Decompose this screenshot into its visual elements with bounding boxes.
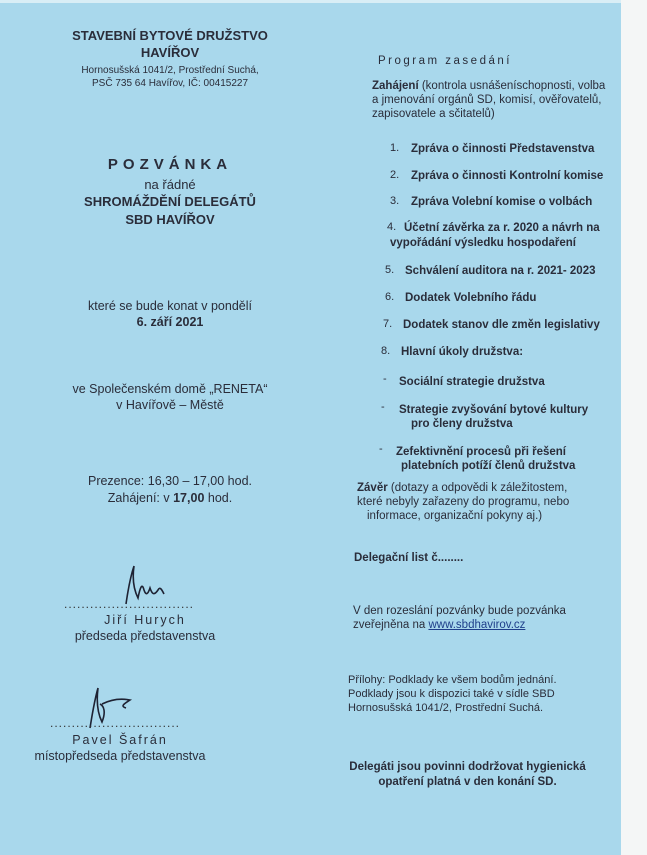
closing-line2: které nebyly zařazeny do programu, nebo — [357, 496, 570, 508]
item-8-text: Hlavní úkoly družstva: — [401, 346, 524, 358]
invitation-title: POZVÁNKA — [107, 156, 233, 173]
item-4-number: 4. — [387, 221, 397, 233]
item-5-number: 5. — [385, 264, 395, 276]
signature-1-block — [40, 612, 250, 644]
subitem-3-text-line2: platebních potíží členů družstva — [401, 460, 576, 472]
signature-1-role: předseda představenstva — [74, 629, 216, 643]
item-6-number: 6. — [385, 291, 395, 303]
date-line1: které se bude konat v pondělí — [87, 299, 252, 313]
signature-1-name: Jiří Hurych — [104, 613, 186, 627]
invitation-title-block — [40, 155, 300, 229]
opening-line1 — [372, 79, 622, 93]
org-header — [40, 28, 300, 90]
subitem-2-text-line1: Strategie zvyšování bytové kultury — [399, 404, 589, 416]
signature-2-dots: .............................. — [50, 716, 181, 730]
signature-1-dots: .............................. — [64, 597, 195, 611]
publish-line2 — [353, 618, 618, 632]
subitem-3-text-line1: Zefektivnění procesů při řešení — [396, 446, 567, 458]
org-name-line2: HAVÍŘOV — [140, 45, 200, 60]
item-1-text: Zpráva o činnosti Představenstva — [411, 143, 595, 155]
venue-block — [40, 381, 300, 413]
program-opening — [372, 79, 622, 121]
venue-line2: v Havířově – Městě — [116, 398, 224, 412]
paper-right-edge — [621, 0, 647, 855]
subitem-1-dash: - — [383, 373, 387, 385]
hygiene-notice — [340, 760, 595, 790]
closing-line3: informace, organizační pokyny aj.) — [367, 510, 543, 522]
hygiene-line1: Delegáti jsou povinni dodržovat hygienická — [349, 761, 586, 773]
zahajeni-hour: 17,00 — [173, 491, 205, 505]
paper-top-edge — [0, 0, 647, 3]
invitation-line1: na řádné — [144, 177, 196, 192]
subitem-2-text-line2: pro členy družstva — [411, 418, 513, 430]
prezence-time: Prezence: 16,30 – 17,00 hod. — [87, 474, 252, 488]
opening-line3: zapisovatele a sčitatelů) — [372, 108, 495, 120]
item-2-text: Zpráva o činnosti Kontrolní komise — [411, 170, 604, 182]
item-4-text-line1: Účetní závěrka za r. 2020 a návrh na — [404, 222, 600, 234]
item-3-number: 3. — [390, 195, 400, 207]
closing-line1 — [355, 481, 620, 495]
item-3-text: Zpráva Volební komise o volbách — [411, 196, 593, 208]
closing-text1: (dotazy a odpovědi k záležitostem, — [387, 482, 568, 494]
website-link[interactable]: www.sbdhavirov.cz — [428, 619, 526, 631]
date-line2: 6. září 2021 — [136, 315, 204, 329]
signature-2-name: Pavel Šafrán — [72, 733, 168, 747]
opening-label: Zahájení — [372, 80, 419, 92]
venue-line1: ve Společenském domě „RENETA“ — [72, 382, 268, 396]
meeting-date-block — [40, 298, 300, 330]
item-7-text: Dodatek stanov dle změn legislativy — [403, 319, 600, 331]
publish-notice — [353, 604, 618, 632]
opening-text1: (kontrola usnášeníschopnosti, volba — [418, 80, 606, 92]
zahajeni-time — [40, 490, 300, 507]
item-4-text-line2: vypořádání výsledku hospodaření — [390, 237, 576, 249]
subitem-1-text: Sociální strategie družstva — [399, 376, 545, 388]
opening-line2: a jmenování orgánů SD, komisí, ověřovatelů, — [372, 94, 602, 106]
attachments-line1: Přílohy: Podklady ke všem bodům jednání. — [348, 674, 557, 686]
item-2-number: 2. — [390, 169, 400, 181]
subitem-2-dash: - — [381, 401, 385, 413]
signature-2-block — [20, 732, 220, 764]
subitem-3-dash: - — [379, 443, 383, 455]
times-block — [40, 473, 300, 507]
item-6-text: Dodatek Volebního řádu — [405, 292, 537, 304]
signature-2-role: místopředseda představenstva — [34, 749, 206, 763]
program-heading: Program zasedání — [378, 55, 512, 67]
zahajeni-prefix: Zahájení: v — [107, 491, 174, 505]
program-closing — [355, 481, 620, 523]
item-7-number: 7. — [383, 318, 393, 330]
item-1-number: 1. — [390, 142, 400, 154]
invitation-line3: SBD HAVÍŘOV — [125, 212, 215, 227]
item-5-text: Schválení auditora na r. 2021- 2023 — [405, 265, 596, 277]
closing-label: Závěr — [357, 482, 388, 494]
delegation-list-label: Delegační list č........ — [354, 552, 464, 564]
hygiene-line2: opatření platná v den konání SD. — [378, 776, 557, 788]
publish-prefix: zveřejněna na — [353, 619, 429, 631]
org-name-line1: STAVEBNÍ BYTOVÉ DRUŽSTVO — [72, 28, 268, 43]
zahajeni-suffix: hod. — [204, 491, 233, 505]
org-address-line1: Hornosušská 1041/2, Prostřední Suchá, — [81, 65, 259, 76]
invitation-line2: SHROMÁŽDĚNÍ DELEGÁTŮ — [84, 194, 256, 209]
item-8-number: 8. — [381, 345, 391, 357]
attachments-line2: Podklady jsou k dispozici také v sídle SBD — [348, 688, 555, 700]
attachments-block — [348, 673, 618, 715]
attachments-line3: Hornosušská 1041/2, Prostřední Suchá. — [348, 702, 544, 714]
publish-line1: V den rozeslání pozvánky bude pozvánka — [353, 605, 566, 617]
org-address-line2: PSČ 735 64 Havířov, IČ: 00415227 — [91, 78, 249, 89]
